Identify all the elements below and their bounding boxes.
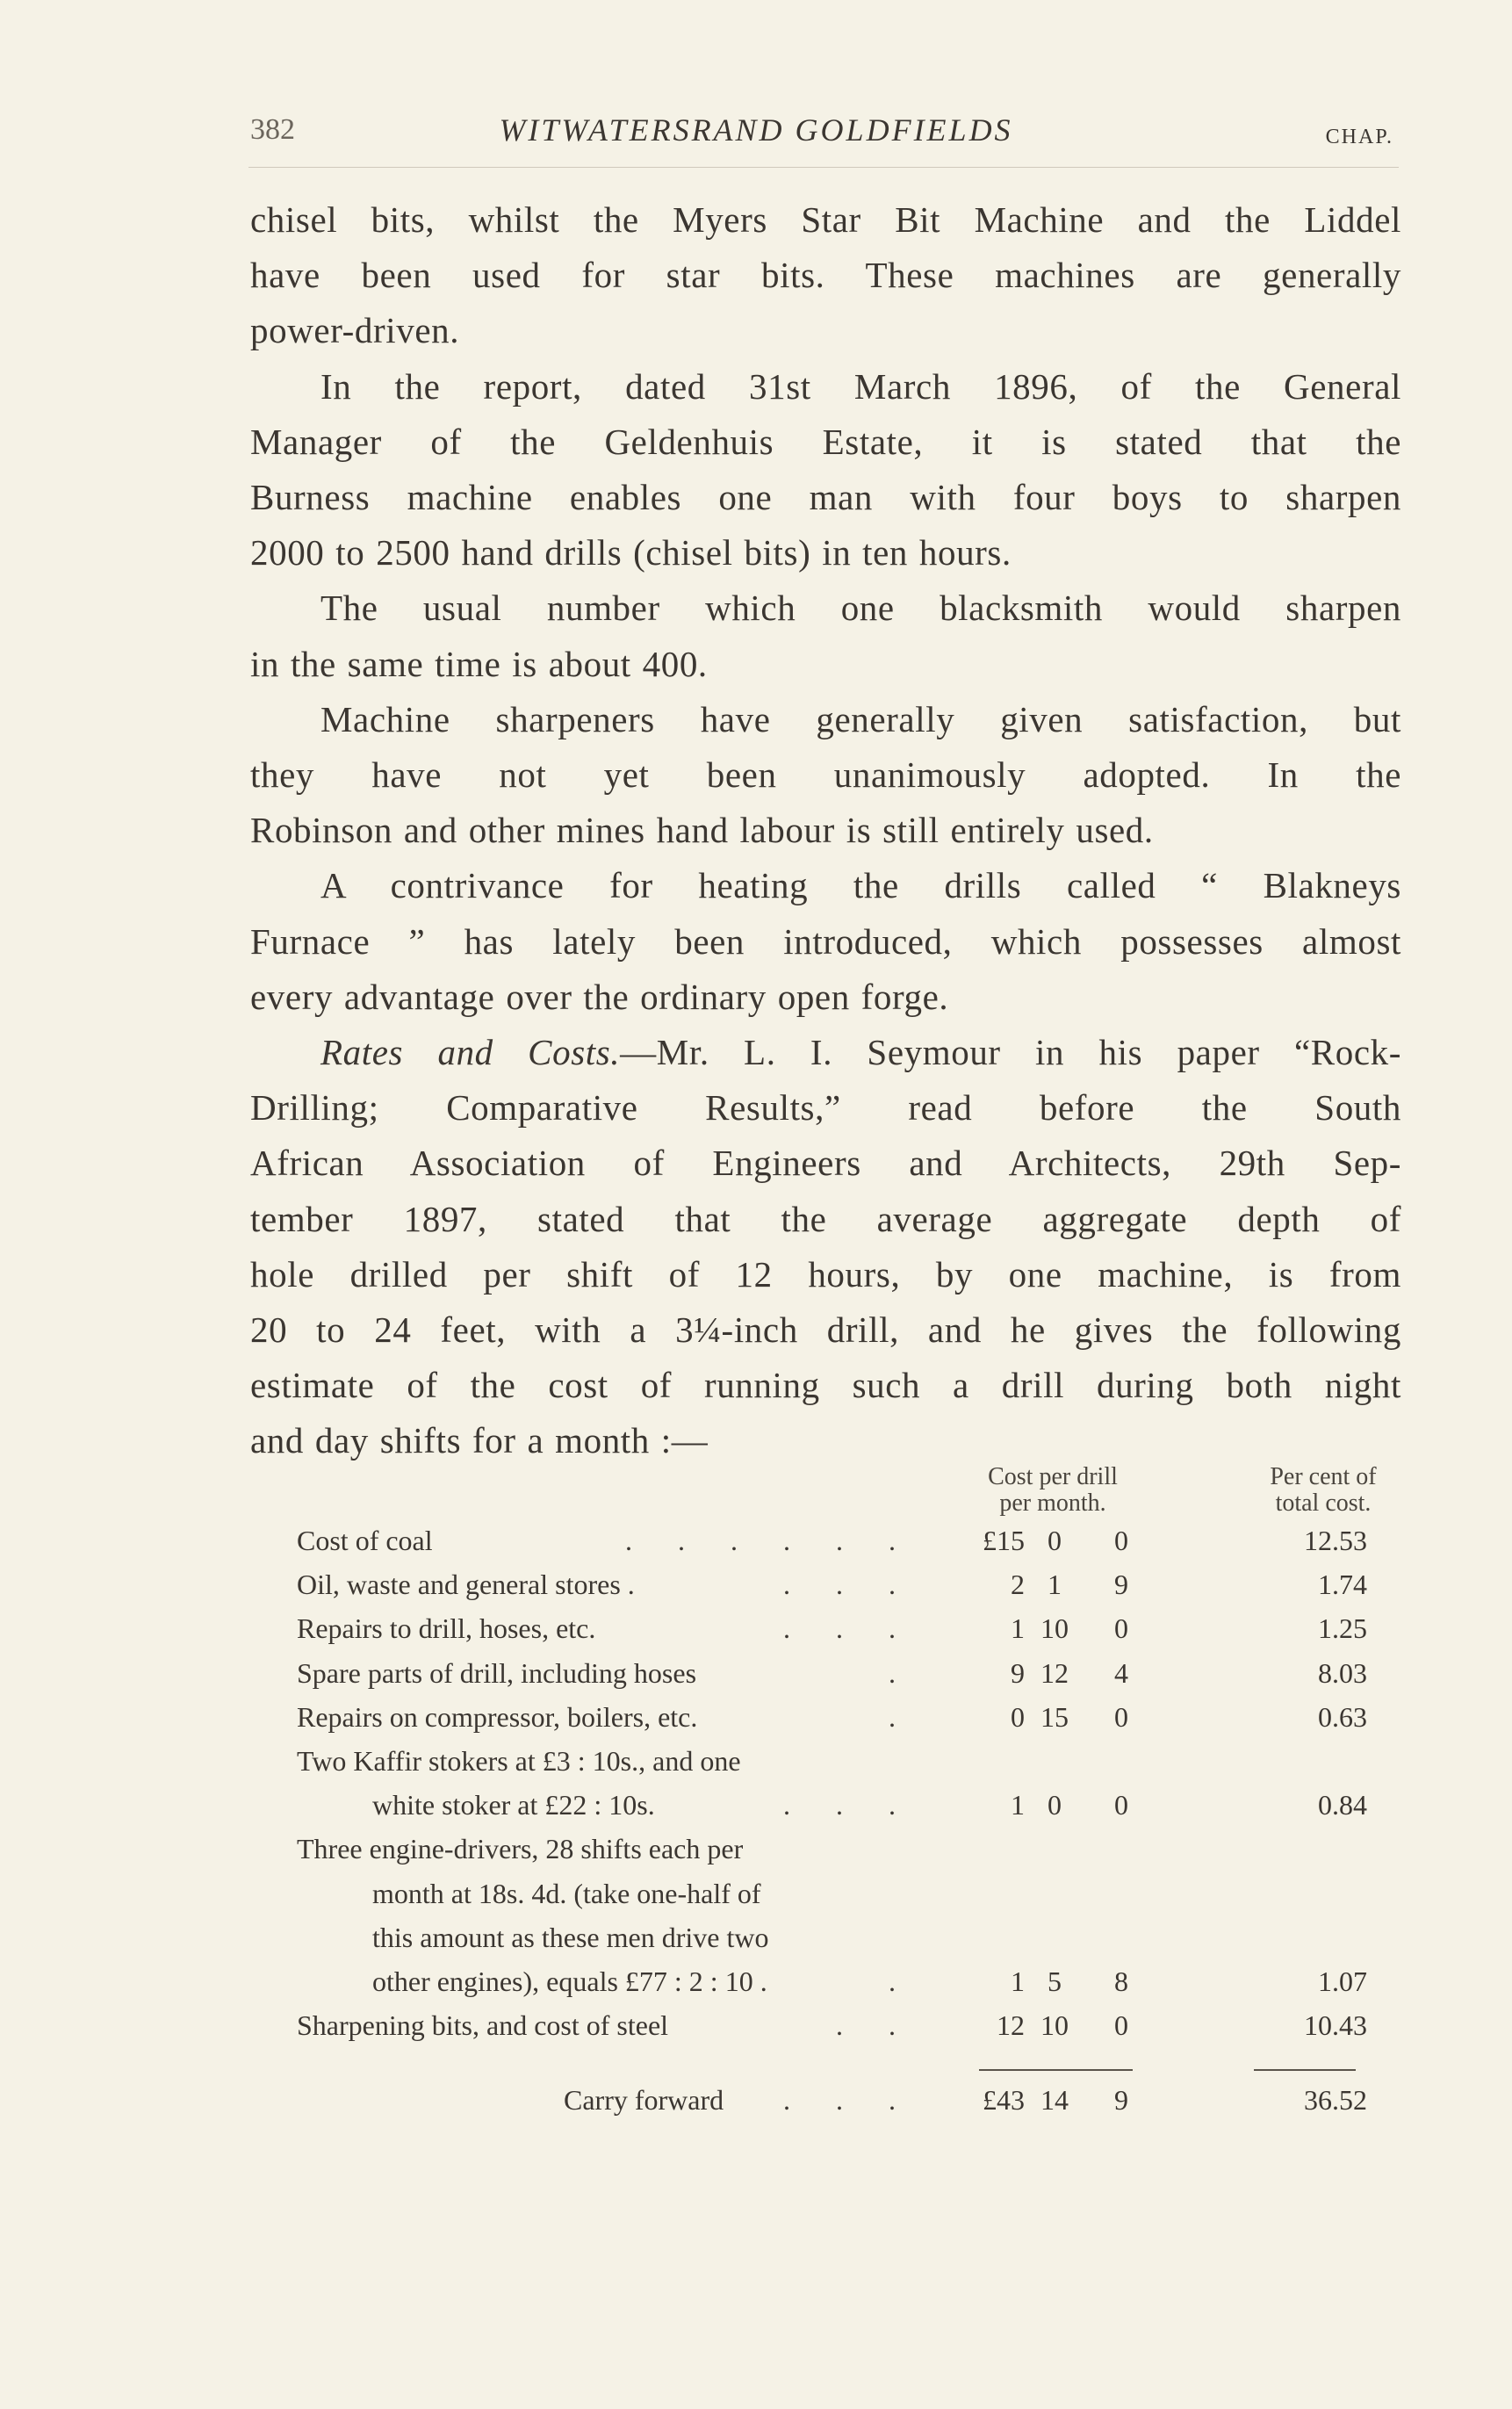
- shillings: 0: [1048, 1525, 1062, 1556]
- text-line: chisel bits, whilst the Myers Star Bit Machine and the Liddel: [250, 199, 1401, 240]
- table-row-line: [0, 1564, 1512, 1605]
- pence: 8: [1114, 1965, 1128, 1997]
- pence: 9: [1114, 2084, 1128, 2116]
- leader-dots: .: [889, 1656, 915, 1689]
- text-line: Robinson and other mines hand labour is still entirely used.: [250, 810, 1154, 851]
- text-line: In the report, dated 31st March 1896, of the General: [320, 365, 1401, 407]
- percent: 1.07: [1318, 1965, 1367, 1997]
- cost-header-line: Cost per drill: [988, 1463, 1118, 1490]
- shillings: 0: [1048, 1789, 1062, 1821]
- shillings: 10: [1040, 1612, 1069, 1645]
- leader-dots: . . .: [783, 1789, 915, 1821]
- text-line: every advantage over the ordinary open forge.: [250, 976, 949, 1017]
- row-label: Cost of coal: [297, 1525, 433, 1556]
- pounds: 1: [1011, 1612, 1025, 1645]
- pounds: 2: [1011, 1569, 1025, 1601]
- pounds: 12: [997, 2009, 1025, 2042]
- pence: 9: [1114, 1569, 1128, 1601]
- leader-dots: .: [889, 1700, 915, 1733]
- table-row-line: [0, 1961, 1512, 2001]
- text-line: they have not yet been unanimously adopted. In the: [250, 754, 1401, 795]
- shillings: 15: [1040, 1700, 1069, 1733]
- percent: 10.43: [1304, 2009, 1367, 2042]
- row-label: Repairs to drill, hoses, etc.: [297, 1612, 596, 1645]
- table-row-line: [0, 1741, 1512, 1781]
- chapter-label: CHAP.: [1325, 126, 1393, 148]
- pence: 0: [1114, 1612, 1128, 1645]
- text-line: tember 1897, stated that the average aggregate depth of: [250, 1198, 1401, 1239]
- row-label: Three engine-drivers, 28 shifts each per: [297, 1833, 744, 1865]
- row-label: Carry forward: [564, 2084, 724, 2116]
- text-line: The usual number which one blacksmith would sharpen: [320, 588, 1401, 629]
- table-row-line: [0, 1608, 1512, 1648]
- pounds: £15: [983, 1525, 1025, 1556]
- shillings: 5: [1048, 1965, 1062, 1997]
- shillings: 14: [1040, 2084, 1069, 2116]
- pence: 0: [1114, 1700, 1128, 1733]
- table-row-line: [0, 1785, 1512, 1825]
- percent: 36.52: [1304, 2084, 1367, 2116]
- pounds: 9: [1011, 1656, 1025, 1689]
- shillings: 1: [1048, 1569, 1062, 1601]
- cost-header-line: per month.: [999, 1489, 1106, 1517]
- percent-column-header: [1209, 1464, 1437, 1517]
- text-line: power-driven.: [250, 310, 460, 351]
- leader-dots: . . . . . .: [625, 1525, 915, 1556]
- carry-forward-row: [0, 2080, 1512, 2120]
- text-span: —Mr. L. I. Seymour in his paper “Rock-: [620, 1032, 1401, 1072]
- percent-sum-rule: [1254, 2069, 1356, 2071]
- table-row-line: [0, 1917, 1512, 1958]
- leader-dots: . . .: [783, 1612, 915, 1645]
- text-line: estimate of the cost of running such a drill during both night: [250, 1365, 1401, 1406]
- row-label: Repairs on compressor, boilers, etc.: [297, 1700, 698, 1733]
- percent: 12.53: [1304, 1525, 1367, 1556]
- shillings: 10: [1040, 2009, 1069, 2042]
- leader-dots: .: [889, 1965, 915, 1997]
- text-line: hole drilled per shift of 12 hours, by one machine, is from: [250, 1253, 1401, 1295]
- pence: 0: [1114, 1525, 1128, 1556]
- page-number: 382: [250, 113, 295, 146]
- text-line: 2000 to 2500 hand drills (chisel bits) in ten hours.: [250, 532, 1012, 573]
- text-line: in the same time is about 400.: [250, 643, 708, 684]
- text-line: Burness machine enables one man with four boys to sharpen: [250, 477, 1401, 517]
- text-line: Furnace ” has lately been introduced, which possesses almost: [250, 920, 1401, 962]
- leader-dots: . . .: [783, 2084, 915, 2116]
- leader-dots: . .: [836, 2009, 915, 2042]
- text-line: A contrivance for heating the drills called “ Blakneys: [320, 865, 1401, 906]
- table-row-line: [0, 1697, 1512, 1737]
- pence: 0: [1114, 2009, 1128, 2042]
- row-label: Oil, waste and general stores .: [297, 1569, 635, 1601]
- percent: 1.25: [1318, 1612, 1367, 1645]
- pounds: 0: [1011, 1700, 1025, 1733]
- percent-header-line: total cost.: [1275, 1489, 1372, 1517]
- pounds: 1: [1011, 1965, 1025, 1997]
- row-label: Sharpening bits, and cost of steel: [297, 2009, 669, 2042]
- pounds: 1: [1011, 1789, 1025, 1821]
- shillings: 12: [1040, 1656, 1069, 1689]
- table-row-line: [0, 2005, 1512, 2045]
- leader-dots: . . .: [783, 1569, 915, 1601]
- text-line: Manager of the Geldenhuis Estate, it is stated that the: [250, 421, 1401, 462]
- pence: 0: [1114, 1789, 1128, 1821]
- header-rule: [248, 167, 1399, 168]
- table-row-line: [0, 1828, 1512, 1869]
- pounds: £43: [983, 2084, 1025, 2116]
- row-label: month at 18s. 4d. (take one-half of: [372, 1877, 761, 1909]
- row-label: Two Kaffir stokers at £3 : 10s., and one: [297, 1745, 741, 1777]
- pence: 4: [1114, 1656, 1128, 1689]
- table-row-line: [0, 1520, 1512, 1561]
- text-line: African Association of Engineers and Architects, 29th Sep-: [250, 1143, 1401, 1184]
- table-row-line: [0, 1873, 1512, 1914]
- running-title: WITWATERSRAND GOLDFIELDS: [499, 112, 1013, 148]
- percent: 0.63: [1318, 1700, 1367, 1733]
- text-line: [320, 1030, 1401, 1074]
- percent: 8.03: [1318, 1656, 1367, 1689]
- section-heading: Rates and Costs.: [320, 1032, 621, 1072]
- table-row-line: [0, 1653, 1512, 1693]
- text-line: 20 to 24 feet, with a 3¼-inch drill, and he gives the following: [250, 1309, 1401, 1350]
- row-label: Spare parts of drill, including hoses: [297, 1656, 697, 1689]
- percent-header-line: Per cent of: [1270, 1463, 1377, 1490]
- text-line: Drilling; Comparative Results,” read before the South: [250, 1087, 1401, 1129]
- percent: 1.74: [1318, 1569, 1367, 1601]
- row-label: white stoker at £22 : 10s.: [372, 1789, 655, 1821]
- text-line: and day shifts for a month :—: [250, 1420, 709, 1461]
- percent: 0.84: [1318, 1789, 1367, 1821]
- text-line: have been used for star bits. These machines are generally: [250, 255, 1401, 296]
- row-label: this amount as these men drive two: [372, 1921, 769, 1953]
- cost-sum-rule: [979, 2069, 1133, 2071]
- text-line: Machine sharpeners have generally given satisfaction, but: [320, 698, 1401, 739]
- cost-column-header: [939, 1464, 1167, 1517]
- row-label: other engines), equals £77 : 2 : 10 .: [372, 1965, 767, 1997]
